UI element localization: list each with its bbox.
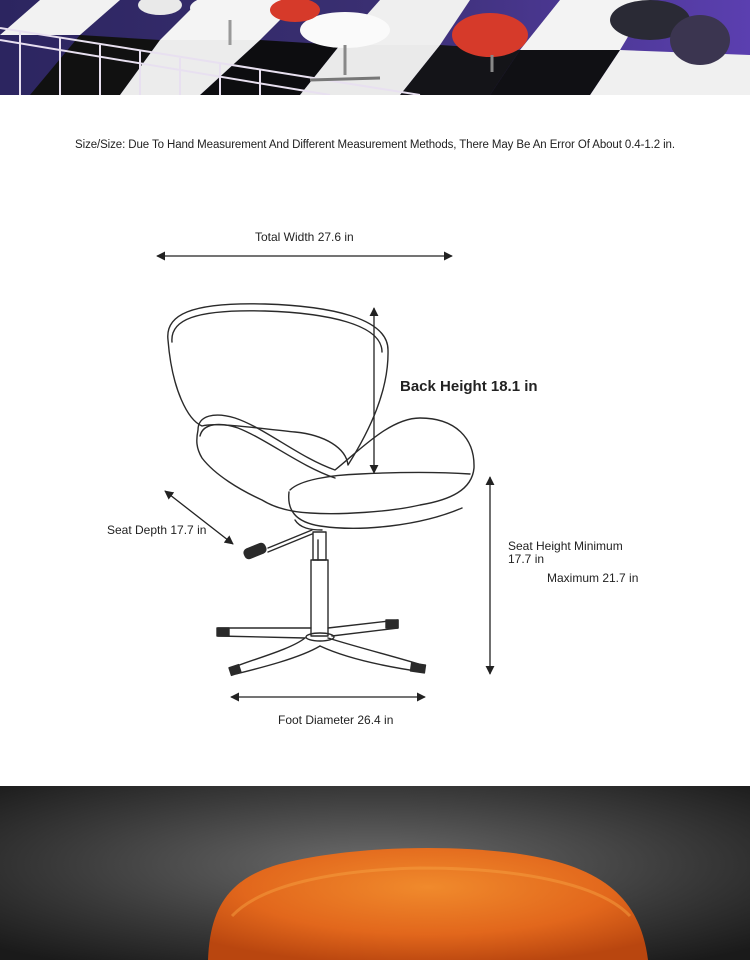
chair-base — [218, 628, 311, 638]
chair-seat — [290, 473, 470, 491]
orange-chair-photo — [0, 786, 750, 960]
dimension-diagram — [0, 190, 750, 750]
chair-column — [313, 532, 326, 560]
seat-height-min-label: Seat Height Minimum — [508, 539, 623, 553]
seat-height-max-label: Maximum 21.7 in — [547, 571, 639, 585]
total-width-label: Total Width 27.6 in — [255, 230, 354, 244]
chair-line-drawing — [0, 190, 750, 750]
seat-height-min-value: 17.7 in — [508, 552, 545, 566]
foot-diameter-label: Foot Diameter 26.4 in — [278, 713, 394, 727]
event-photo — [0, 0, 750, 95]
seat-depth-label: Seat Depth 17.7 in — [107, 523, 207, 537]
chair-arm — [197, 415, 474, 514]
chair-lever — [268, 530, 312, 548]
measurement-note: Size/Size: Due To Hand Measurement And Different Measurement Methods, There May Be An Error Of About 0.4-1.2 in. — [75, 139, 675, 151]
back-height-label: Back Height 18.1 in — [400, 378, 538, 395]
